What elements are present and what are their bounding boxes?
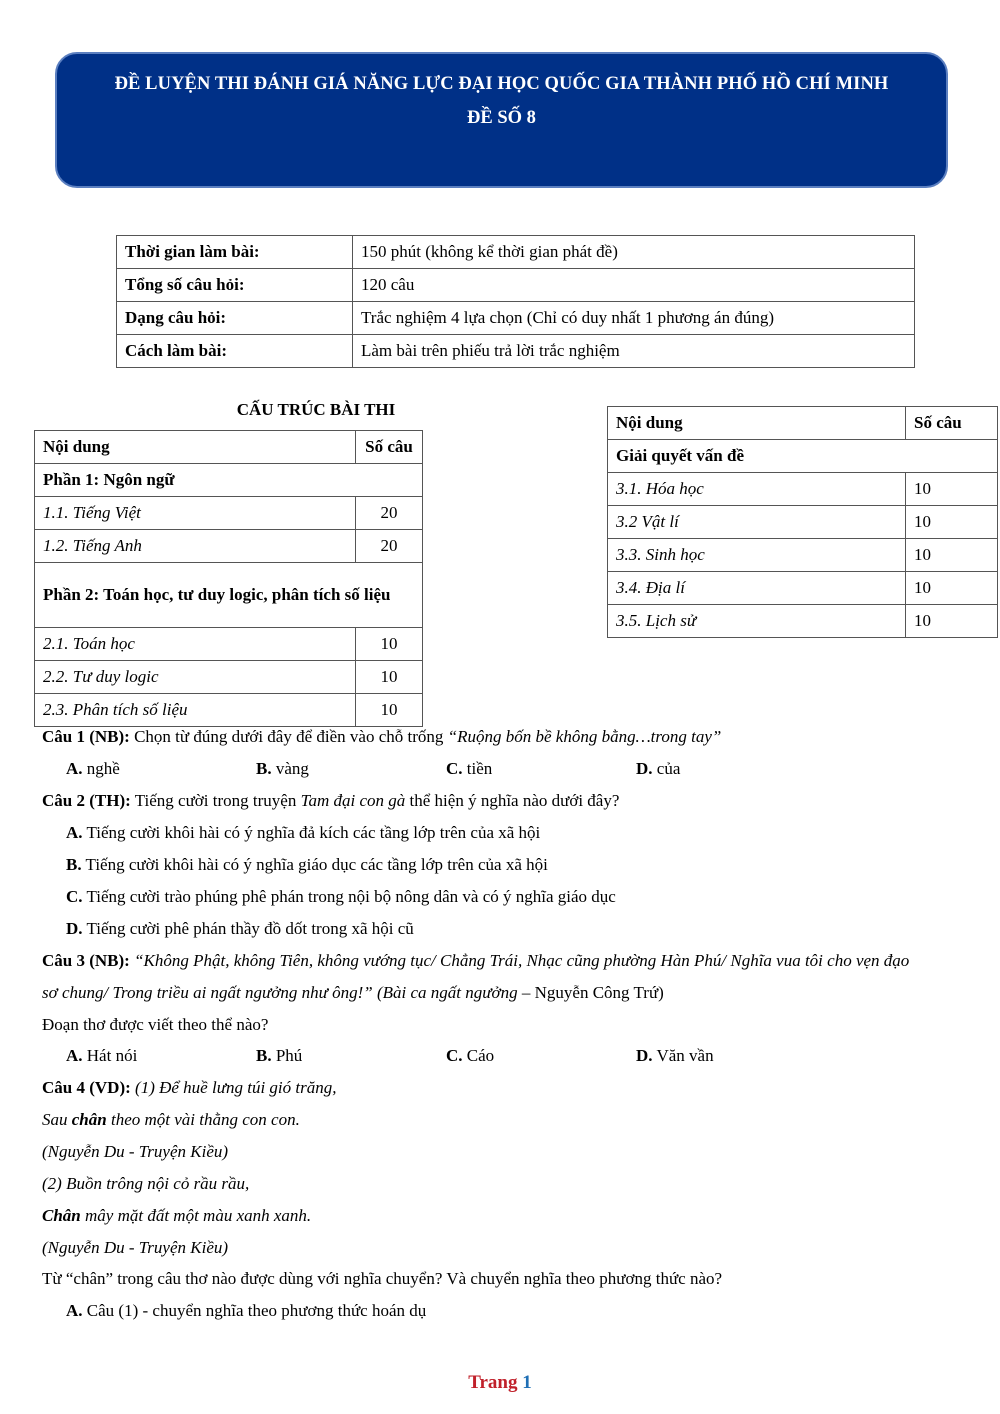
question-count: 10 [906,473,998,506]
section-title: Phần 1: Ngôn ngữ [35,464,423,497]
info-value: 120 câu [353,269,915,302]
header-banner [55,52,948,188]
structure-table-right [607,406,998,638]
table-row [608,473,998,506]
story-title: Tam đại con gà [300,791,406,810]
option-b[interactable]: B. Tiếng cười khôi hài có ý nghĩa giáo dục các tầng lớp trên của xã hội [66,855,548,874]
question-count: 10 [906,572,998,605]
question-count: 10 [356,628,423,661]
question-label: Câu 2 (TH): [42,791,131,810]
question-text: Tiếng cười trong truyện [130,791,301,810]
info-label: Cách làm bài: [117,335,353,368]
page-title: ĐỀ LUYỆN THI ĐÁNH GIÁ NĂNG LỰC ĐẠI HỌC QUỐC GIA THÀNH PHỐ HỒ CHÍ MINH [114,74,889,94]
info-value: Trắc nghiệm 4 lựa chọn (Chỉ có duy nhất 1 phương án đúng) [353,302,915,335]
poem-source: (Nguyễn Du - Truyện Kiều) [42,1142,229,1161]
option-a[interactable]: A. Câu (1) - chuyển nghĩa theo phương thức hoán dụ [66,1301,427,1320]
poem-quote: sơ chung/ Trong triều ai ngất ngưởng như ông!” (Bài ca ngất ngưởng [42,983,518,1002]
question-count: 20 [356,497,423,530]
structure-table-left [34,430,423,727]
question-count: 10 [906,539,998,572]
info-value: Làm bài trên phiếu trả lời trắc nghiệm [353,335,915,368]
subject-name: 3.3. Sinh học [608,539,906,572]
question-text: thể hiện ý nghĩa nào dưới đây? [405,791,620,810]
subject-name: 2.2. Tư duy logic [35,661,356,694]
question-3 [42,950,990,972]
question-text: Từ “chân” trong câu thơ nào được dùng với nghĩa chuyển? Và chuyển nghĩa theo phương thức nào? [42,1269,723,1288]
column-header-content: Nội dung [608,407,906,440]
poem-source: (Nguyễn Du - Truyện Kiều) [42,1238,229,1257]
option-c[interactable]: C. tiền [446,759,493,778]
table-row [608,506,998,539]
question-2 [42,790,990,812]
subject-name: 1.2. Tiếng Anh [35,530,356,563]
info-value: 150 phút (không kể thời gian phát đề) [353,236,915,269]
option-c[interactable]: C. Cáo [446,1046,495,1065]
question-count: 10 [906,506,998,539]
column-header-count: Số câu [356,431,423,464]
subject-name: 3.1. Hóa học [608,473,906,506]
question-label: Câu 3 (NB): [42,951,130,970]
subject-name: 3.4. Địa lí [608,572,906,605]
options-row [66,758,846,780]
question-label: Câu 1 (NB): [42,727,130,746]
table-row [35,530,423,563]
poem-line: Chân mây mặt đất một màu xanh xanh. [42,1206,312,1225]
highlighted-word: Chân [42,1206,81,1225]
option-a[interactable]: A. nghề [66,759,120,778]
info-label: Dạng câu hỏi: [117,302,353,335]
option-b[interactable]: B. vàng [256,759,309,778]
table-row [608,539,998,572]
poem-line: (2) Buồn trông nội cỏ rầu rầu, [42,1174,250,1193]
table-row [117,269,915,302]
exam-info-table [116,235,915,368]
table-row [117,236,915,269]
info-label: Thời gian làm bài: [117,236,353,269]
section-row [35,563,423,628]
page-number [0,1372,1000,1394]
section-title: Giải quyết vấn đề [608,440,998,473]
subject-name: 2.1. Toán học [35,628,356,661]
table-row [35,628,423,661]
poem-quote: “Không Phật, không Tiên, không vướng tục/ Chẳng Trái, Nhạc cũng phường Hàn Phú/ Nghĩa vua tôi cho vẹn đạo [129,951,910,970]
info-label: Tổng số câu hỏi: [117,269,353,302]
table-row [117,335,915,368]
option-a[interactable]: A. Tiếng cười khôi hài có ý nghĩa đả kích các tầng lớp trên của xã hội [66,823,541,842]
question-label: Câu 4 (VD): [42,1078,131,1097]
table-header-row [608,407,998,440]
highlighted-word: chân [71,1110,107,1129]
question-text: Đoạn thơ được viết theo thể nào? [42,1015,269,1034]
section-row [608,440,998,473]
option-b[interactable]: B. Phú [256,1046,303,1065]
question-4 [42,1077,990,1099]
question-1 [42,726,990,748]
option-d[interactable]: D. Văn vần [636,1046,714,1065]
table-row [35,694,423,727]
options-row [66,1045,846,1067]
subject-name: 3.5. Lịch sử [608,605,906,638]
subject-name: 2.3. Phân tích số liệu [35,694,356,727]
exam-number: ĐỀ SỐ 8 [467,108,536,128]
poem-quote-line [42,982,990,1004]
poem-line: Sau chân theo một vài thằng con con. [42,1110,300,1129]
option-d[interactable]: D. Tiếng cười phê phán thầy đồ dốt trong xã hội cũ [66,919,414,938]
table-header-row [35,431,423,464]
table-row [35,497,423,530]
question-count: 10 [356,694,423,727]
subject-name: 1.1. Tiếng Việt [35,497,356,530]
option-c[interactable]: C. Tiếng cười trào phúng phê phán trong nội bộ nông dân và có ý nghĩa giáo dục [66,887,616,906]
page-number-value: 1 [522,1372,532,1393]
question-count: 20 [356,530,423,563]
option-d[interactable]: D. của [636,759,681,778]
option-a[interactable]: A. Hát nói [66,1046,138,1065]
structure-title: CẤU TRÚC BÀI THI [236,400,396,419]
table-row [608,572,998,605]
page-word: Trang [468,1372,518,1393]
question-quote: “Ruộng bốn bề không bằng…trong tay” [447,727,722,746]
table-row [608,605,998,638]
poem-line: (1) Để huề lưng túi gió trăng, [130,1078,337,1097]
question-count: 10 [906,605,998,638]
subject-name: 3.2 Vật lí [608,506,906,539]
section-row [35,464,423,497]
section-title: Phần 2: Toán học, tư duy logic, phân tích số liệu [35,563,423,628]
question-count: 10 [356,661,423,694]
question-text: Chọn từ đúng dưới đây để điền vào chỗ trống [129,727,448,746]
table-row [117,302,915,335]
column-header-count: Số câu [906,407,998,440]
table-row [35,661,423,694]
column-header-content: Nội dung [35,431,356,464]
poem-source: – Nguyễn Công Trứ) [517,983,664,1002]
